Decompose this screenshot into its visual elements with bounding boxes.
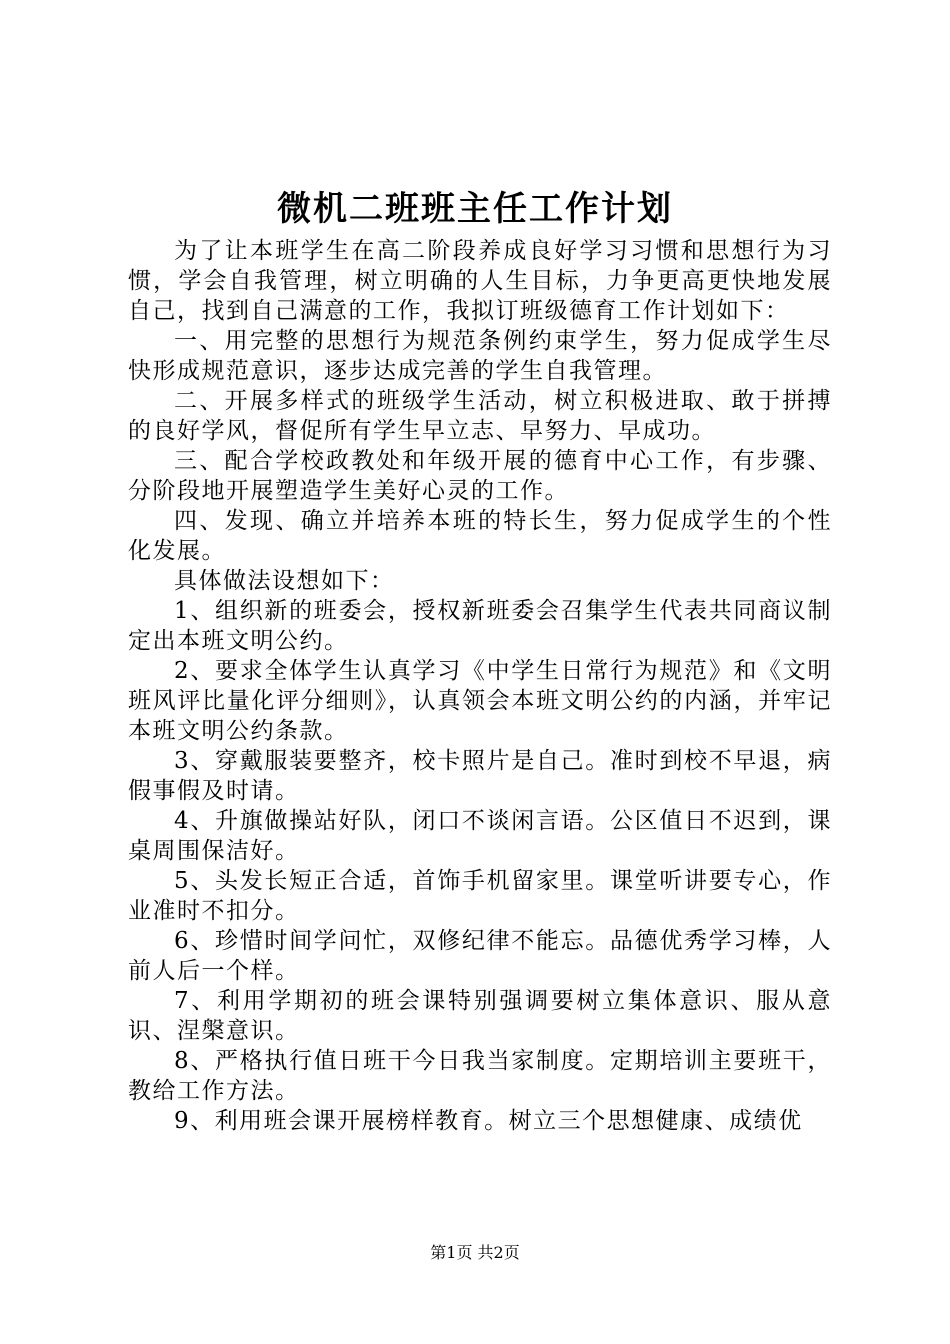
paragraph-method-5: 5、头发长短正合适，首饰手机留家里。课堂听讲要专心，作业准时不扣分。 [128, 868, 832, 924]
paragraph-method-9: 9、利用班会课开展榜样教育。树立三个思想健康、成绩优 [174, 1108, 803, 1134]
paragraph-method-8: 8、严格执行值日班干今日我当家制度。定期培训主要班干，教给工作方法。 [128, 1048, 832, 1104]
document-body [128, 236, 832, 1136]
paragraph-method-6: 6、珍惜时间学问忙，双修纪律不能忘。品德优秀学习棒，人前人后一个样。 [128, 928, 832, 984]
paragraph-point-1: 一、用完整的思想行为规范条例约束学生，努力促成学生尽快形成规范意识，逐步达成完善的学生自我管理。 [128, 328, 832, 384]
paragraph-point-2: 二、开展多样式的班级学生活动，树立积极进取、敢于拼搏的良好学风，督促所有学生早立志、早努力、早成功。 [128, 388, 832, 444]
paragraph-method-3: 3、穿戴服装要整齐，校卡照片是自己。准时到校不早退，病假事假及时请。 [128, 748, 832, 804]
paragraph-point-4: 四、发现、确立并培养本班的特长生，努力促成学生的个性化发展。 [128, 508, 832, 564]
paragraph-methods-heading: 具体做法设想如下： [174, 568, 395, 594]
paragraph-method-7: 7、利用学期初的班会课特别强调要树立集体意识、服从意识、涅槃意识。 [128, 988, 832, 1044]
document-title: 微机二班班主任工作计划 [277, 189, 673, 229]
paragraph-method-1: 1、组织新的班委会，授权新班委会召集学生代表共同商议制定出本班文明公约。 [128, 598, 832, 654]
page-footer: 第1页 共2页 [430, 1243, 520, 1262]
paragraph-intro: 为了让本班学生在高二阶段养成良好学习习惯和思想行为习惯，学会自我管理，树立明确的人生目标，力争更高更快地发展自己，找到自己满意的工作，我拟订班级德育工作计划如下： [128, 238, 832, 324]
paragraph-point-3: 三、配合学校政教处和年级开展的德育中心工作，有步骤、分阶段地开展塑造学生美好心灵的工作。 [128, 448, 832, 504]
paragraph-method-2: 2、要求全体学生认真学习《中学生日常行为规范》和《文明班风评比量化评分细则》，认真领会本班文明公约的内涵，并牢记本班文明公约条款。 [128, 658, 832, 744]
paragraph-method-4: 4、升旗做操站好队，闭口不谈闲言语。公区值日不迟到，课桌周围保洁好。 [128, 808, 832, 864]
